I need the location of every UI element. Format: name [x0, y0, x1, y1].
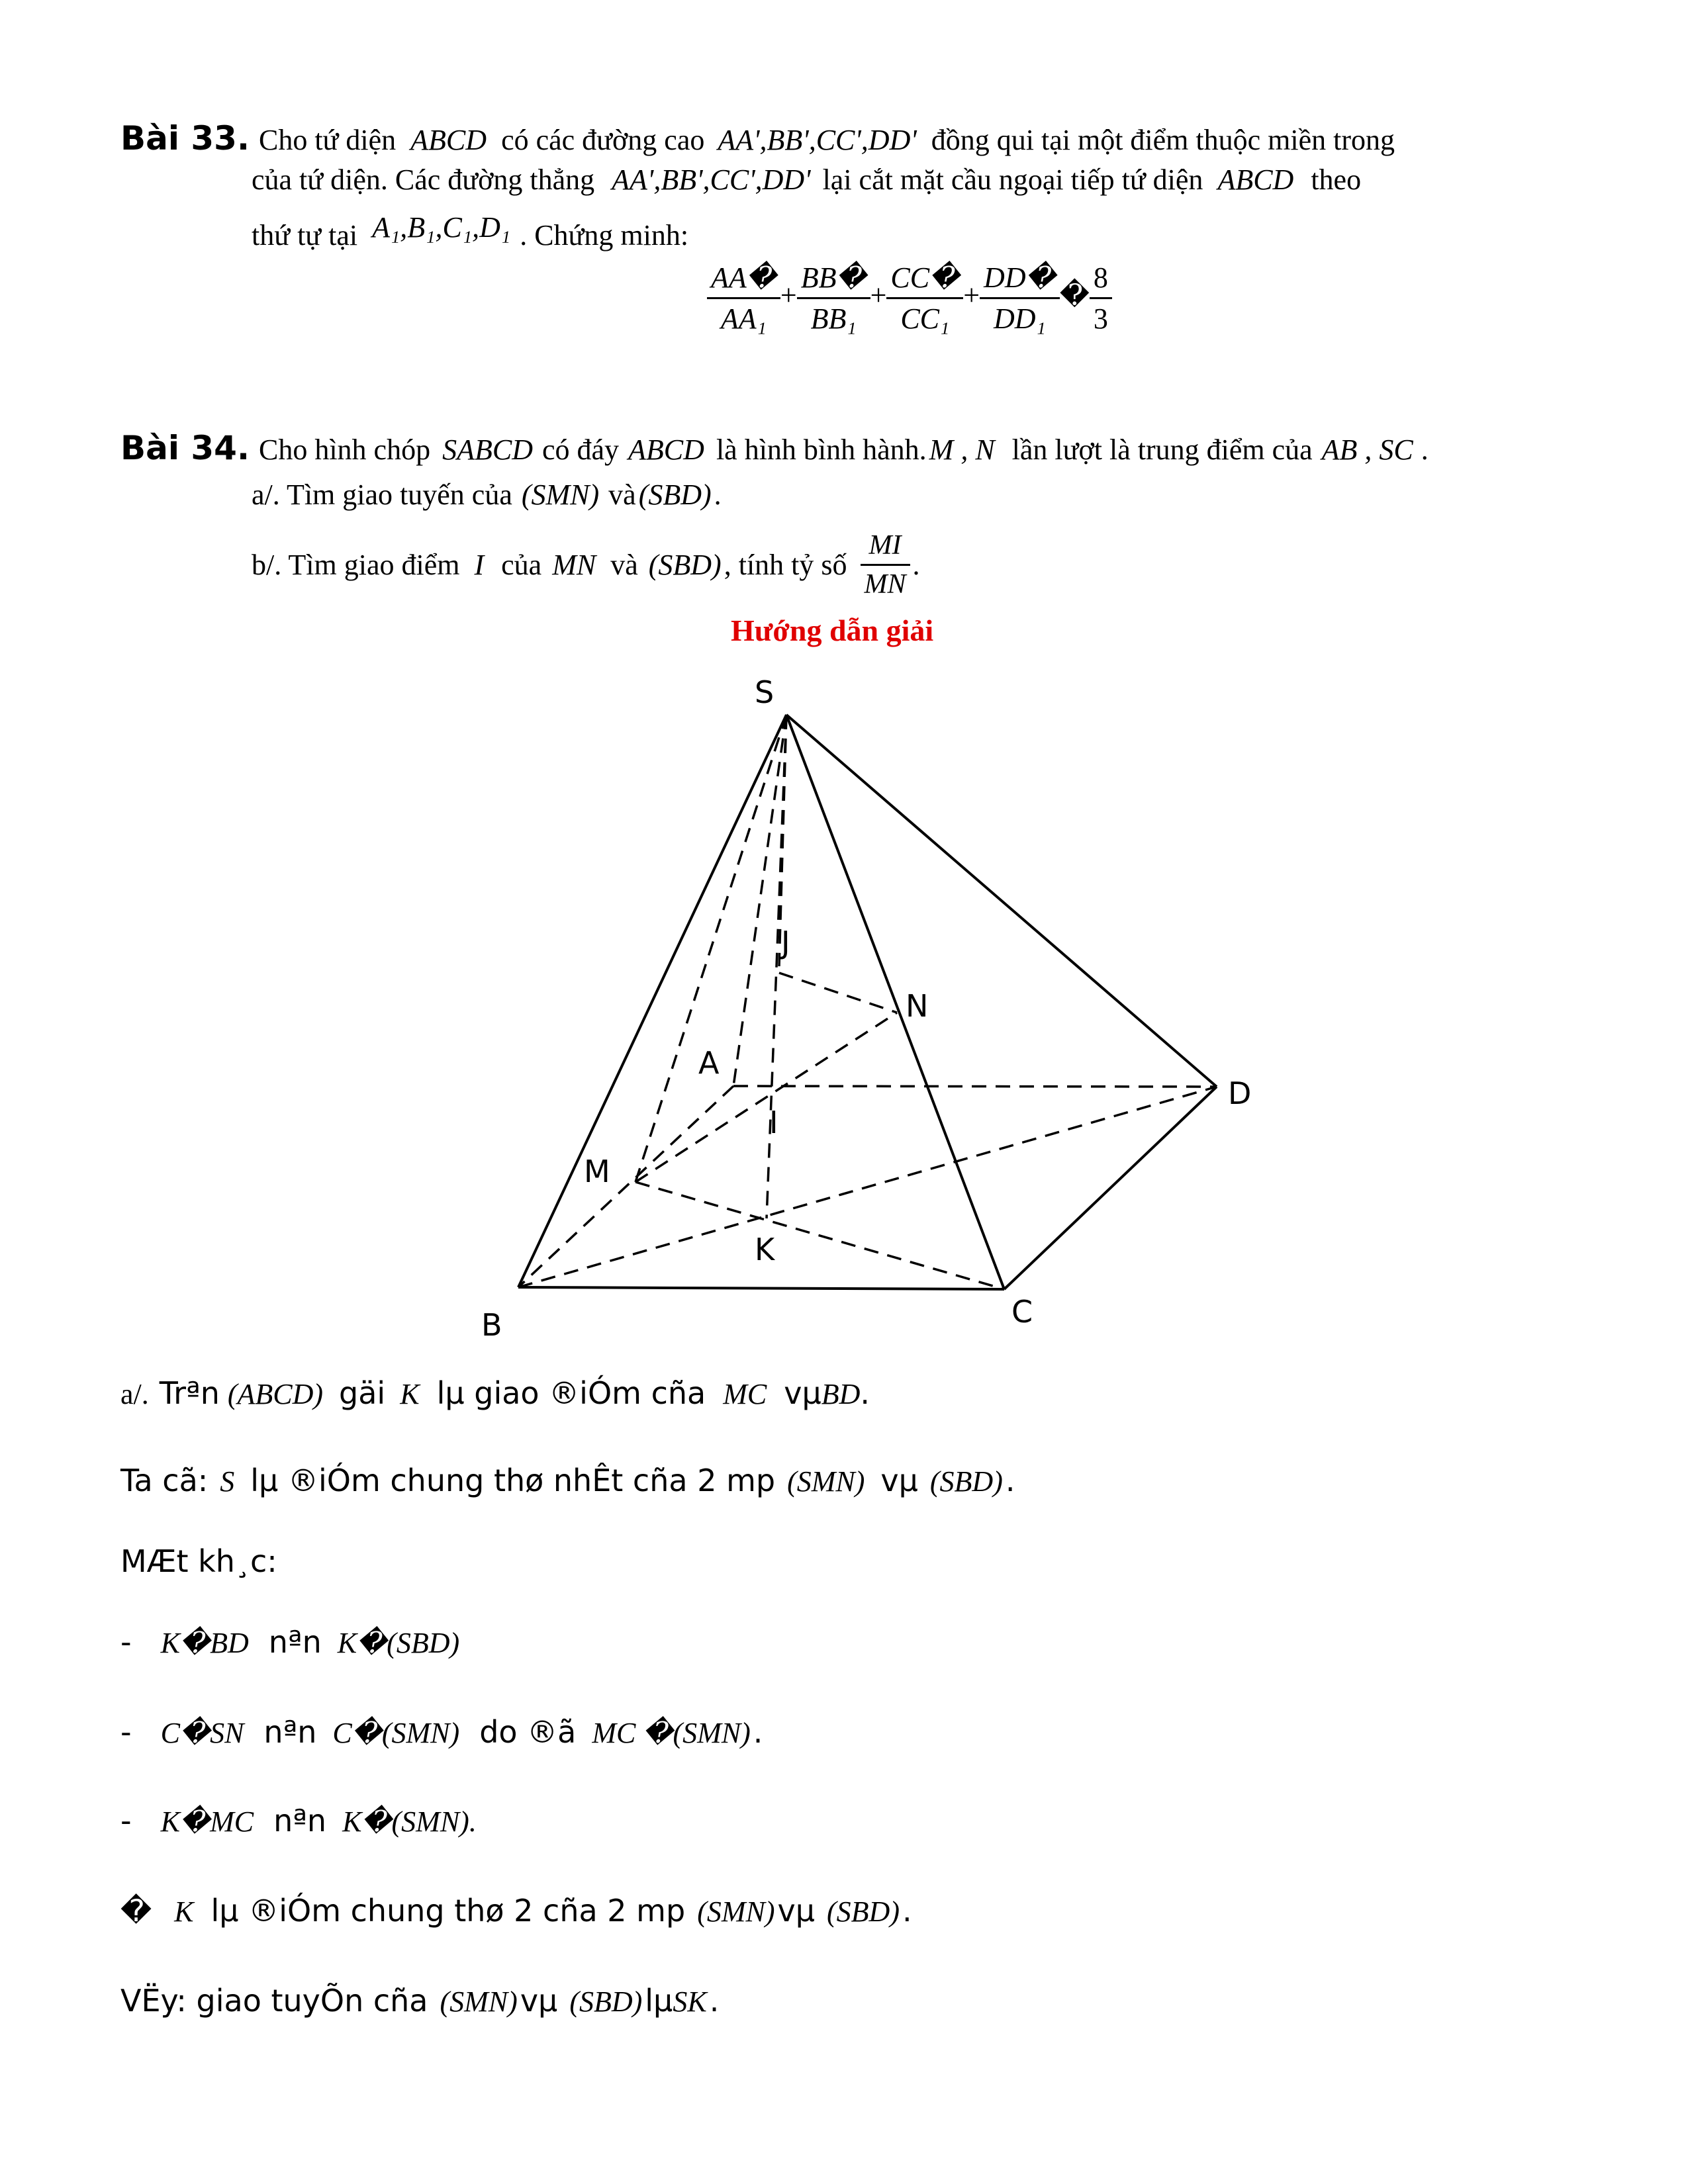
- solution-line-5: - C�SN nªn C�(SMN) do ®ã MC �(SMN) .: [120, 1714, 763, 1750]
- label-C: C: [1011, 1294, 1033, 1330]
- edge-CD: [1004, 1087, 1217, 1289]
- label-S: S: [755, 674, 774, 710]
- label-K: K: [755, 1232, 775, 1267]
- label-I: I: [769, 1105, 778, 1140]
- bai34-label: Bài 34.: [120, 429, 250, 467]
- label-A: A: [698, 1045, 720, 1081]
- fraction-aa: $\frac{AA�}{\text{AA₁}}$: [707, 261, 780, 336]
- solution-line-7: � K lµ ®iÓm chung thø 2 cña 2 mp (SMN) vµ (SBD) .: [120, 1893, 912, 1929]
- ratio-mi-mn: $\frac{MI}{MN}$: [861, 529, 910, 600]
- bai33-line1: Bài 33. Cho tứ diện ABCD có các đường cao AA',BB',CC',DD' đồng qui tại một điểm thuộc miền trong: [120, 119, 1395, 158]
- edge-SM: [635, 715, 786, 1182]
- label-M: M: [584, 1154, 610, 1189]
- solution-line-4: - K�BD nªn K�(SBD): [120, 1624, 460, 1660]
- bai33-line2: của tứ diện. Các đường thẳng AA',BB',CC',DD' lại cắt mặt cầu ngoại tiếp tứ diện ABCD theo: [252, 163, 1362, 196]
- bai34-part-a: a/. Tìm giao tuyến của (SMN) và (SBD) .: [252, 478, 722, 511]
- fraction-bb: $\frac{BB�}{\text{BB₁}}$: [797, 261, 870, 336]
- label-D: D: [1228, 1075, 1252, 1111]
- solution-line-8: VËy: giao tuyÕn cña (SMN) vµ (SBD) lµSK .: [120, 1983, 720, 2019]
- edge-AD: [733, 1086, 1217, 1087]
- bai33-formula: $\frac{AA�}{\text{AA₁}}$ + $\frac{BB�}{\text{BB₁}}$ + $\frac{CC�}{\text{CC₁}}$ + $\frac{DD�}{\text{DD₁}}$ � $\frac{8}{3}$: [707, 261, 1112, 336]
- solution-line-3: MÆt kh¸c:: [120, 1543, 277, 1579]
- edge-MC: [635, 1182, 1004, 1289]
- label-N: N: [906, 988, 929, 1024]
- solution-line-1: a/. Trªn (ABCD) gäi K lµ giao ®iÓm cña MC vµBD.: [120, 1375, 870, 1411]
- bai33-label: Bài 33.: [120, 119, 250, 158]
- edge-SD: [786, 715, 1217, 1087]
- edge-JN: [779, 973, 897, 1013]
- label-J: J: [781, 925, 790, 960]
- edge-AB: [518, 1086, 733, 1287]
- fraction-rhs: $\frac{8}{3}$: [1090, 261, 1112, 336]
- solution-line-2: Ta cã: S lµ ®iÓm chung thø nhÊt cña 2 mp (SMN) vµ (SBD) .: [120, 1463, 1015, 1498]
- solution-heading: Hướng dẫn giải: [731, 614, 934, 647]
- edge-BC: [518, 1287, 1004, 1289]
- therefore-symbol: �: [120, 1893, 152, 1929]
- bai33-line3: thứ tự tại A₁,B₁,C₁,D₁ . Chứng minh:: [252, 211, 689, 251]
- label-B: B: [481, 1307, 502, 1343]
- bai34-part-b: b/. Tìm giao điểm I của MN và (SBD) , tính tỷ số $\frac{MI}{MN}$ .: [252, 530, 920, 600]
- bai34-line1: Bài 34. Cho hình chóp SABCD có đáy ABCD là hình bình hành. M , N lần lượt là trung điểm của AB , SC .: [120, 429, 1429, 467]
- edge-MN: [635, 1013, 897, 1182]
- fraction-dd: $\frac{DD�}{\text{DD₁}}$: [980, 261, 1060, 336]
- fraction-cc: $\frac{CC�}{\text{CC₁}}$: [886, 261, 963, 336]
- solution-line-6: - K�MC nªn K�(SMN).: [120, 1803, 477, 1839]
- edge-SC: [786, 715, 1004, 1289]
